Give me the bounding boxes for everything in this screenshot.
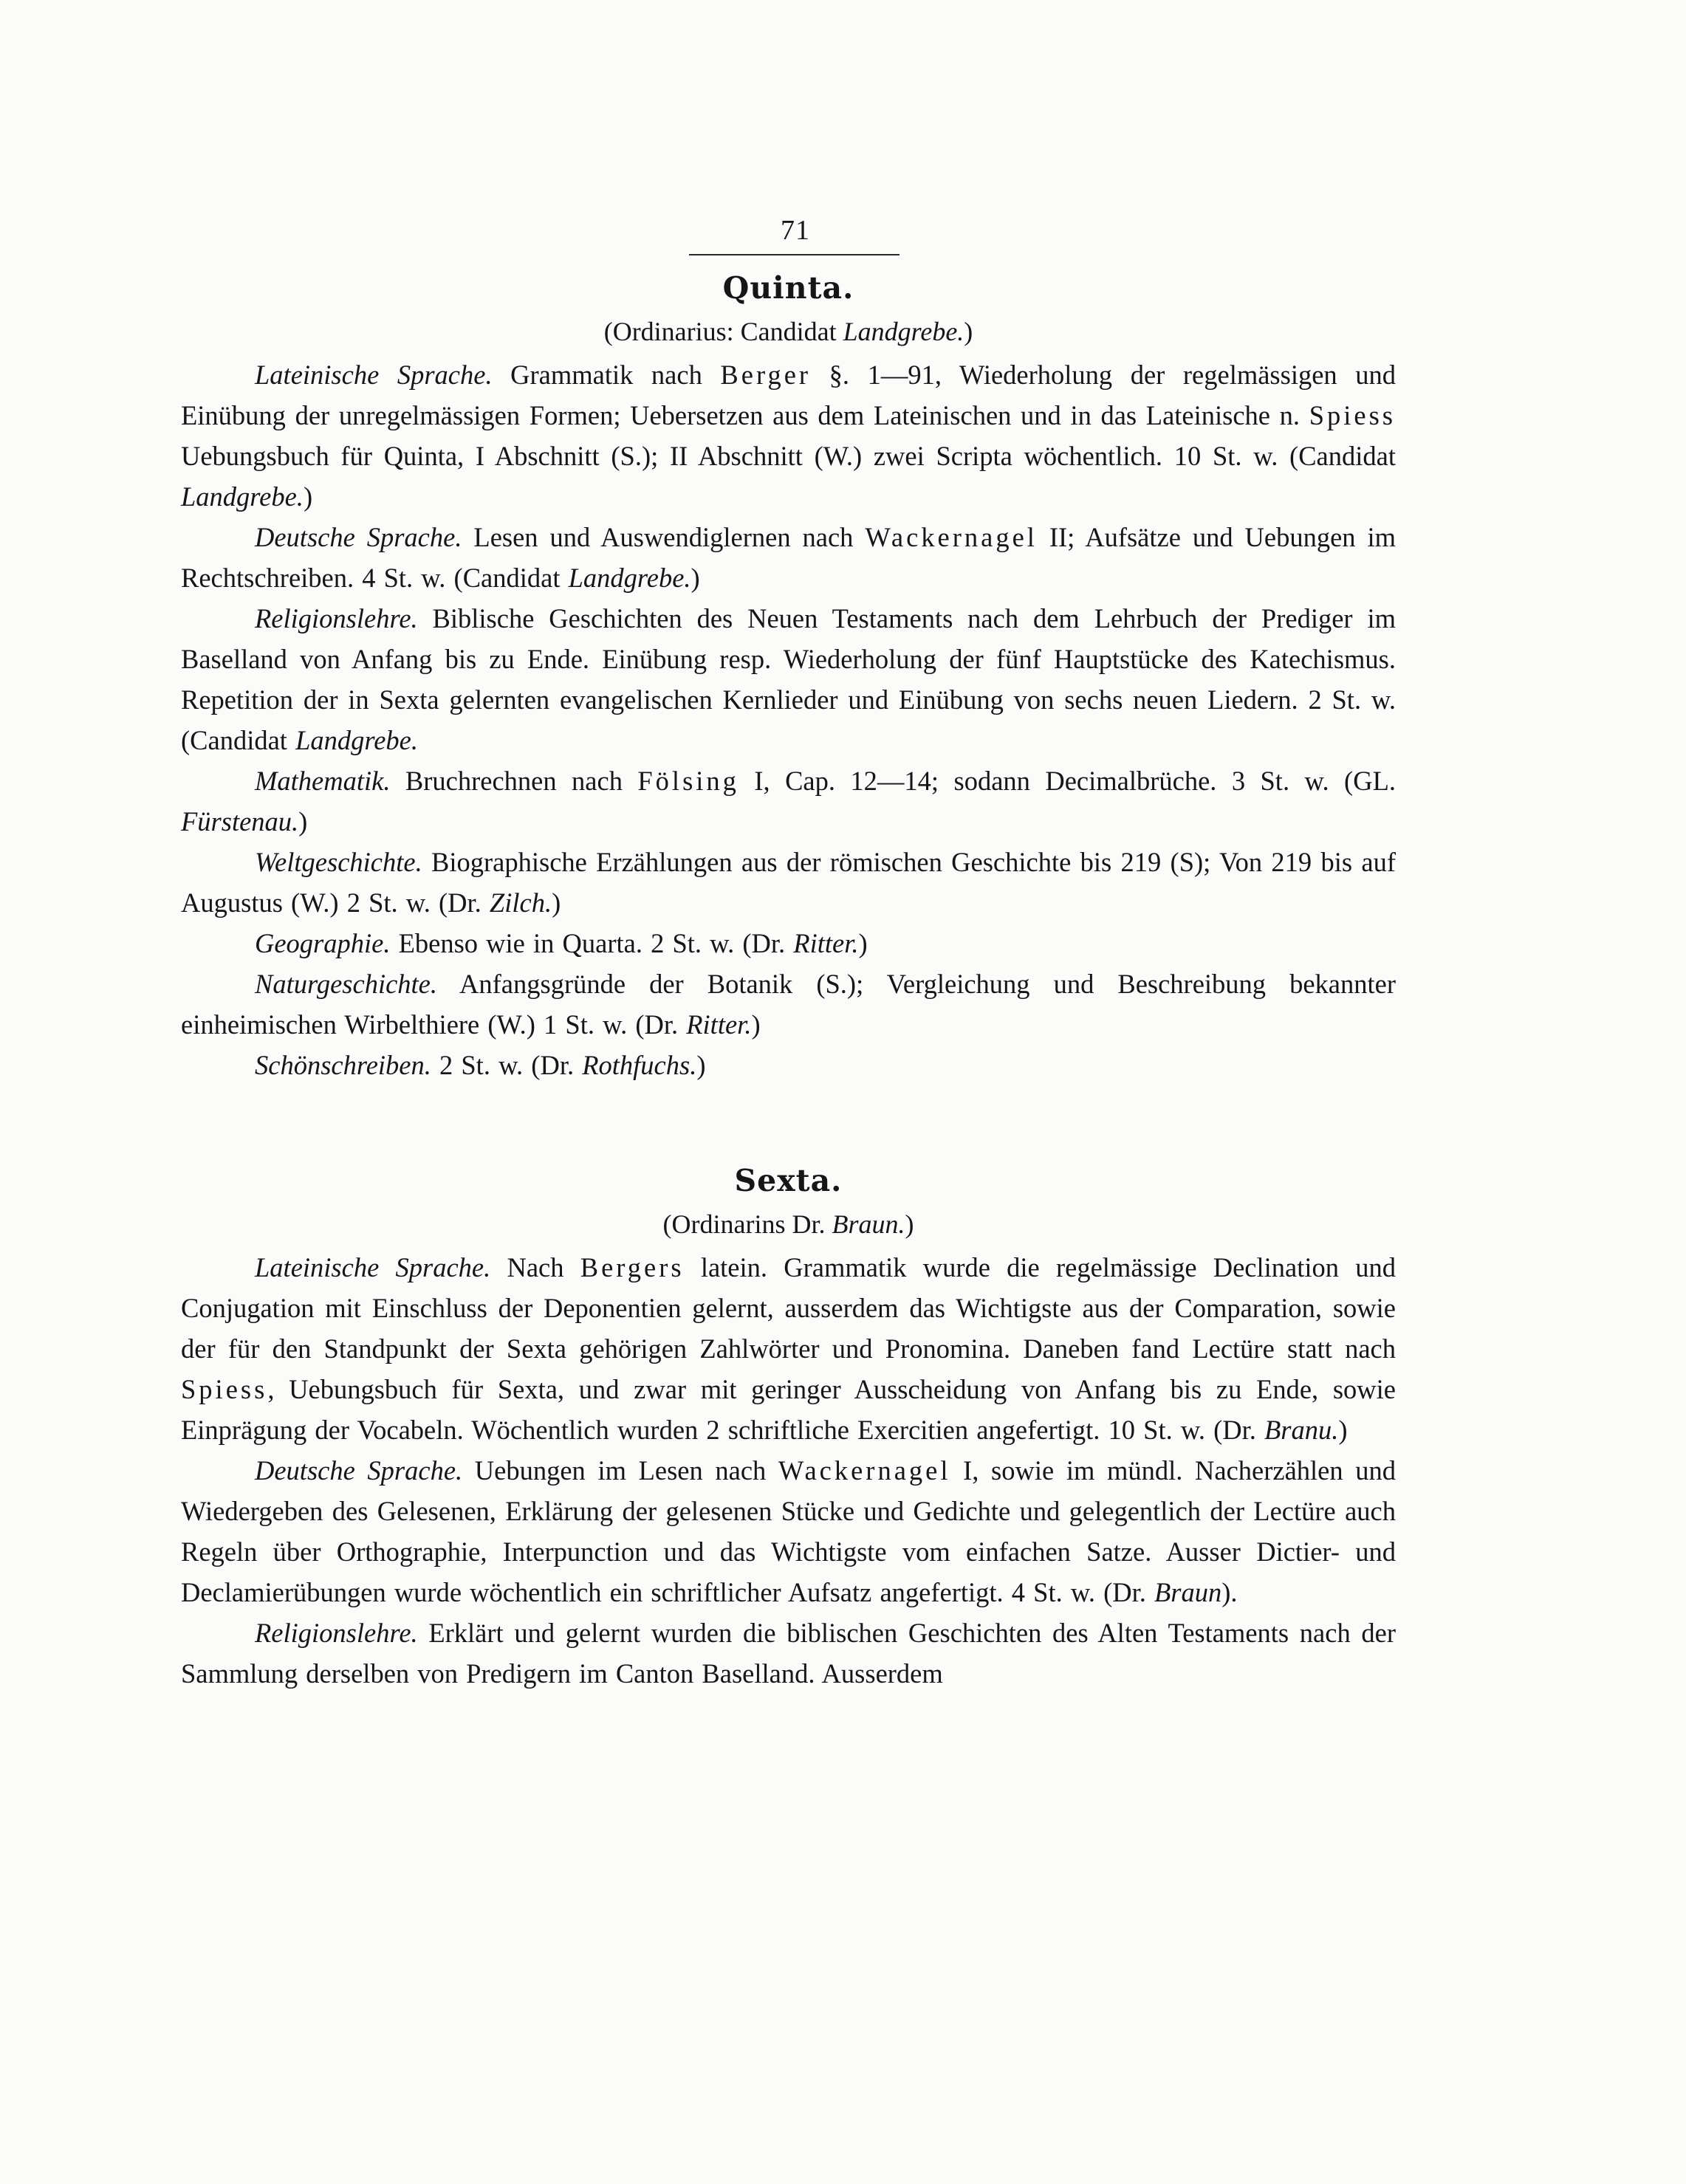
author-name: Spiess: [181, 1374, 268, 1404]
paragraph-text: Bruchrechnen nach: [390, 766, 638, 796]
paragraph-text: Anfangsgründe der Botanik (S.); Vergleichung und Beschreibung bekannter einheimischen Wirbelthiere (W.) 1 St. w. (Dr.: [181, 969, 1396, 1040]
paragraph-text: latein. Grammatik wurde die regelmässige Declination und Conjugation mit Einschluss der Deponentien gelernt, ausserdem das Wichtigste aus der Comparation, sowie der für den Standpunkt der Sexta gehörigen Zahlwörter und Pronomina. Daneben fand Lectüre statt nach: [181, 1252, 1397, 1364]
ordinarius-name: Landgrebe.: [843, 317, 964, 346]
ordinarius-suffix: ): [905, 1209, 914, 1239]
subject-label: Mathematik.: [255, 766, 391, 796]
document-page: [181, 214, 1396, 1694]
header-rule: [689, 254, 899, 255]
paragraph-text: ): [858, 928, 868, 958]
paragraph-text: ): [751, 1009, 761, 1040]
paragraph-text: ): [552, 887, 561, 918]
subject-label: Deutsche Sprache.: [255, 1455, 463, 1486]
paragraph-text: , Uebungsbuch für Sexta, und zwar mit geringer Ausscheidung von Anfang bis zu Ende, sowie Einprägung der Vocabeln. Wöchentlich wurden 2 schriftliche Exercitien angefertigt. 10 St. w. (Dr.: [181, 1374, 1396, 1445]
paragraph-text: Grammatik nach: [492, 360, 721, 390]
teacher-name: Ritter.: [793, 928, 859, 958]
subject-label: Geographie.: [255, 928, 391, 958]
teacher-name: Rothfuchs.: [582, 1050, 697, 1080]
quinta-mathematik-paragraph: [181, 760, 1396, 842]
quinta-schoenschreiben-paragraph: [181, 1045, 1396, 1085]
teacher-name: Landgrebe.: [181, 481, 304, 512]
ordinarius-prefix: (Ordinarins Dr.: [662, 1209, 832, 1239]
teacher-name: Landgrebe.: [295, 725, 418, 755]
quinta-geographie-paragraph: [181, 923, 1396, 964]
paragraph-text: Ebenso wie in Quarta. 2 St. w. (Dr.: [390, 928, 794, 958]
teacher-name: Fürstenau.: [181, 806, 299, 837]
paragraph-text: Nach: [490, 1252, 580, 1282]
ordinarius-suffix: ): [964, 317, 973, 346]
paragraph-text: 2 St. w. (Dr.: [431, 1050, 583, 1080]
quinta-latein-paragraph: [181, 354, 1396, 517]
teacher-name: Ritter.: [686, 1009, 752, 1040]
teacher-name: Zilch.: [489, 887, 552, 918]
quinta-deutsch-paragraph: [181, 517, 1396, 598]
quinta-naturgeschichte-paragraph: [181, 964, 1396, 1045]
paragraph-text: Uebungsbuch für Quinta, I Abschnitt (S.); II Abschnitt (W.) zwei Scripta wöchentlich. 10 St. w. (Candidat: [181, 441, 1396, 471]
sexta-religion-paragraph: [181, 1613, 1396, 1694]
paragraph-text: §. 1—91, Wiederholung der regelmässigen und Einübung der unregelmässigen Formen; Uebersetzen aus dem Lateinischen und in das Lateinische n.: [181, 360, 1396, 430]
ordinarius-sexta: [181, 1209, 1396, 1240]
paragraph-text: ): [690, 563, 700, 593]
subject-label: Religionslehre.: [255, 1618, 418, 1648]
author-name: Berger: [720, 360, 812, 390]
subject-label: Weltgeschichte.: [255, 847, 422, 877]
author-name: Wackernagel: [778, 1455, 951, 1486]
teacher-name: Braun: [1154, 1577, 1222, 1607]
subject-label: Schönschreiben.: [255, 1050, 431, 1080]
quinta-weltgeschichte-paragraph: [181, 842, 1396, 923]
quinta-religion-paragraph: [181, 598, 1396, 760]
ordinarius-prefix: (Ordinarius: Candidat: [603, 317, 843, 346]
subject-label: Religionslehre.: [255, 603, 418, 633]
teacher-name: Branu.: [1264, 1415, 1339, 1445]
paragraph-text: I, sowie im mündl. Nacherzählen und Wiedergeben des Gelesenen, Erklärung der gelesenen Stücke und Gedichte und gelegentlich der Lectüre auch Regeln über Orthographie, Interpunction und das Wichtigste vom einfachen Satze. Ausser Dictier- und Declamierübungen wurde wöchentlich ein schriftlicher Aufsatz angefertigt. 4 St. w. (Dr.: [181, 1455, 1397, 1607]
author-name: Fölsing: [637, 766, 739, 796]
paragraph-text: ): [696, 1050, 706, 1080]
teacher-name: Landgrebe.: [568, 563, 691, 593]
paragraph-text: Biographische Erzählungen aus der römischen Geschichte bis 219 (S); Von 219 bis auf Augustus (W.) 2 St. w. (Dr.: [181, 847, 1396, 918]
paragraph-text: Lesen und Auswendiglernen nach: [462, 522, 866, 552]
paragraph-text: Biblische Geschichten des Neuen Testaments nach dem Lehrbuch der Prediger im Baselland von Anfang bis zu Ende. Einübung resp. Wiederholung der fünf Hauptstücke des Katechismus. Repetition der in Sexta gelernten evangelischen Kernlieder und Einübung von sechs neuen Liedern. 2 St. w. (Candidat: [181, 603, 1396, 755]
ordinarius-quinta: [181, 316, 1396, 347]
paragraph-text: II; Aufsätze und Uebungen im Rechtschreiben. 4 St. w. (Candidat: [181, 522, 1396, 593]
section-title-sexta: Sexta.: [734, 1163, 843, 1198]
paragraph-text: Erklärt und gelernt wurden die biblischen Geschichten des Alten Testaments nach der Sammlung derselben von Predigern im Canton Baselland. Ausserdem: [181, 1618, 1396, 1689]
page-number: 71: [781, 215, 810, 246]
section-title-quinta: Quinta.: [722, 270, 854, 306]
sexta-deutsch-paragraph: [181, 1450, 1396, 1613]
paragraph-text: I, Cap. 12—14; sodann Decimalbrüche. 3 St. w. (GL.: [739, 766, 1396, 796]
subject-label: Lateinische Sprache.: [255, 1252, 491, 1282]
paragraph-text: Uebungen im Lesen nach: [462, 1455, 778, 1486]
section-spacer: [181, 1085, 1396, 1148]
paragraph-text: ): [1338, 1415, 1348, 1445]
subject-label: Deutsche Sprache.: [255, 522, 462, 552]
author-name: Bergers: [580, 1252, 685, 1282]
subject-label: Naturgeschichte.: [255, 969, 437, 999]
paragraph-text: ): [303, 481, 313, 512]
author-name: Spiess: [1309, 400, 1396, 430]
author-name: Wackernagel: [865, 522, 1038, 552]
sexta-latein-paragraph: [181, 1247, 1396, 1450]
paragraph-text: ): [298, 806, 308, 837]
paragraph-text: ).: [1221, 1577, 1238, 1607]
subject-label: Lateinische Sprache.: [255, 360, 493, 390]
ordinarius-name: Braun.: [832, 1209, 905, 1239]
